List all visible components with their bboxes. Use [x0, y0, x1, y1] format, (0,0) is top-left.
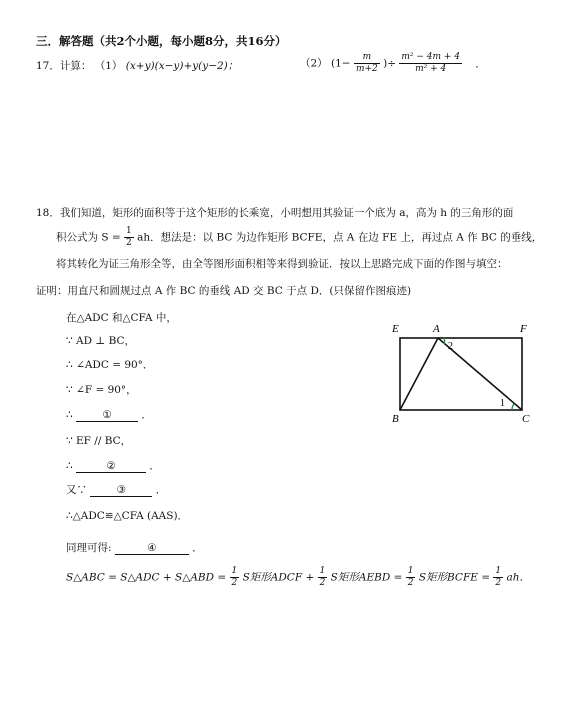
- step-7-prefix: ∴: [66, 460, 73, 472]
- proof-step-9: ∴△ADC≌△CFA (AAS)．: [66, 510, 189, 522]
- q17-fraction-2-numerator: m² − 4m + 4: [401, 52, 461, 62]
- blank-3[interactable]: ③: [90, 484, 152, 497]
- rectangle-diagram: [386, 318, 536, 428]
- label-e: E: [392, 323, 399, 335]
- q18-line-3: 将其转化为证三角形全等，由全等图形面积相等来得到验证．按以上思路完成下面的作图与填空：: [56, 258, 508, 270]
- q17-part1-expression: (x+y)(x−y)+y(y−2)；: [125, 60, 239, 72]
- q17-part2-label: （2）: [300, 57, 328, 70]
- q18-half-numerator: 1: [126, 226, 132, 236]
- angle-2-arc: [444, 338, 445, 344]
- final-term-1: S矩形ADCF +: [242, 571, 315, 584]
- q17-part2: [300, 52, 486, 75]
- label-a: A: [433, 323, 440, 335]
- final-half-3-den: 2: [407, 578, 414, 588]
- step-10-prefix: 同理可得:: [66, 542, 112, 554]
- final-half-1: [230, 566, 240, 589]
- final-term-3: S矩形BCFE =: [418, 571, 491, 584]
- q17-label: 17．计算：: [36, 60, 92, 72]
- label-angle-2: 2: [448, 341, 453, 352]
- final-half-1-den: 2: [231, 578, 238, 588]
- q17-part2-prefix: (1−: [331, 57, 351, 70]
- geometry-figure: [386, 318, 536, 428]
- step-10-end: ．: [192, 542, 203, 554]
- q18-line-1: 18．我们知道，矩形的面积等于这个矩形的长乘宽，小明想用其验证一个底为 a，高为 h 的三角形的面: [36, 207, 514, 219]
- q18-formula-rest: ah．想法是：以 BC 为边作矩形 BCFE，点 A 在边 FE 上，再过点 A 作 BC 的垂线，: [137, 231, 543, 244]
- proof-step-5: [66, 407, 152, 422]
- proof-step-8: [66, 482, 166, 497]
- step-5-end: ．: [141, 409, 152, 421]
- q17-fraction-1-numerator: m: [354, 52, 380, 64]
- step-5-prefix: ∴: [66, 409, 73, 421]
- step-7-end: ．: [149, 460, 160, 472]
- final-lhs: S△ABC = S△ADC + S△ABD =: [66, 571, 227, 584]
- q18-line-2: [56, 226, 542, 249]
- final-term-4: ah．: [506, 571, 530, 584]
- final-half-4-num: 1: [495, 566, 502, 576]
- q18-half-denominator: 2: [126, 238, 132, 248]
- proof-step-1: 在△ADC 和△CFA 中，: [66, 312, 177, 324]
- proof-step-4: ∵ ∠F = 90°，: [66, 384, 137, 396]
- label-angle-1: 1: [500, 398, 505, 409]
- label-c: C: [522, 413, 530, 425]
- step-8-end: ．: [155, 484, 167, 496]
- q17-fraction-1: [354, 52, 380, 75]
- proof-step-10: [66, 540, 203, 555]
- blank-4[interactable]: ④: [115, 542, 189, 555]
- proof-step-7: [66, 458, 160, 473]
- q18-formula-prefix: 积公式为 S =: [56, 231, 121, 244]
- q17-line: [36, 58, 238, 74]
- segment-ba: [400, 338, 438, 410]
- final-half-1-num: 1: [231, 566, 238, 576]
- proof-step-2: ∵ AD ⊥ BC，: [66, 335, 136, 347]
- q17-part2-end: ．: [475, 57, 486, 70]
- proof-step-6: ∵ EF // BC，: [66, 435, 132, 447]
- final-half-2-num: 1: [319, 566, 326, 576]
- q17-fraction-2: [399, 52, 462, 75]
- final-term-2: S矩形AEBD =: [330, 571, 403, 584]
- final-half-2-den: 2: [319, 578, 326, 588]
- step-8-prefix: 又∵: [66, 484, 87, 496]
- label-b: B: [392, 413, 399, 425]
- final-half-4-den: 2: [495, 578, 502, 588]
- q17-part2-mid: )÷: [383, 57, 397, 70]
- blank-2[interactable]: ②: [76, 460, 146, 473]
- q18-line-4: 证明：用直尺和圆规过点 A 作 BC 的垂线 AD 交 BC 于点 D．(只保留作图痕迹): [36, 285, 412, 297]
- q18-half-fraction: [124, 226, 134, 249]
- final-half-3: [406, 566, 416, 589]
- final-half-2: [318, 566, 328, 589]
- q17-part1-label: （1）: [94, 60, 123, 72]
- final-half-3-num: 1: [407, 566, 414, 576]
- angle-1-arc: [512, 404, 514, 410]
- section-title: 三．解答题（共2个小题，每小题8分，共16分）: [36, 34, 287, 48]
- final-half-4: [493, 566, 503, 589]
- label-f: F: [520, 323, 527, 335]
- final-formula: [66, 566, 530, 589]
- blank-1[interactable]: ①: [76, 409, 138, 422]
- q17-fraction-2-denominator: m² + 4: [415, 64, 447, 74]
- proof-step-3: ∴ ∠ADC = 90°．: [66, 359, 154, 371]
- q17-fraction-1-denominator: m+2: [355, 64, 378, 74]
